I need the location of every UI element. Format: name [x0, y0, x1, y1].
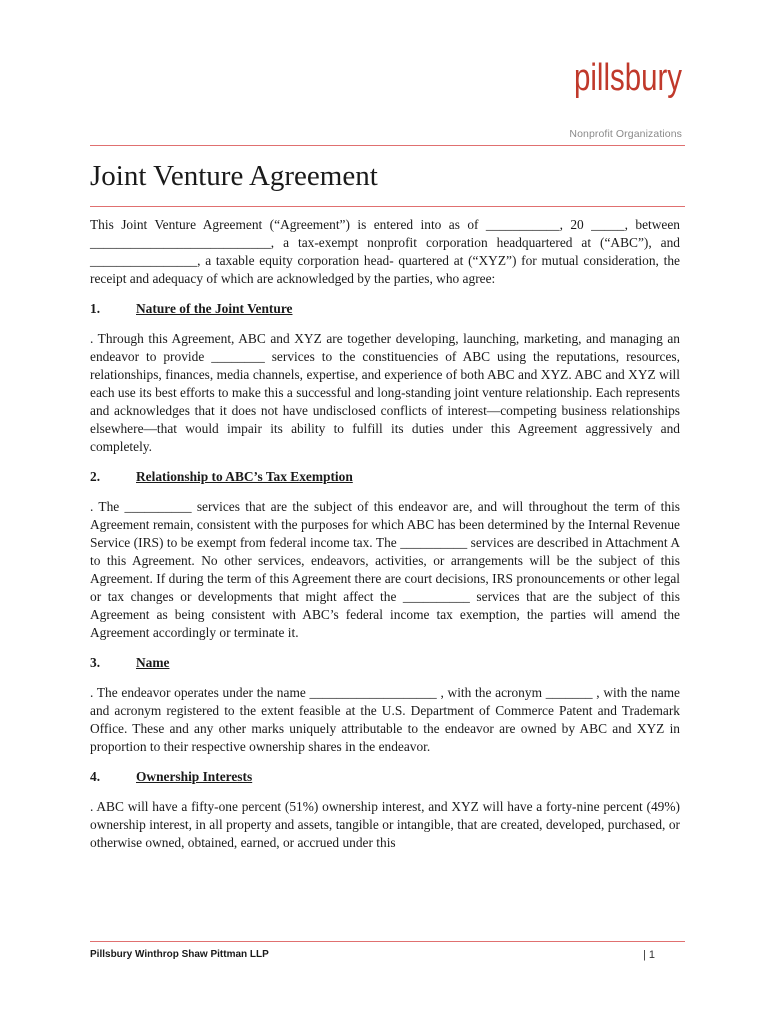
section-body: . The __________ services that are the subject of this endeavor are, and will throughout the term of this Agreement remain, consistent with the purposes for which ABC has been determined by the Internal Revenue Service (IRS) to be exempt from federal income tax. The __________ services are described in Attachment A to this Agreement. No other services, endeavors, activities, or arrangements will be the subject of this Agreement. If during the term of this Agreement there are court decisions, IRS pronouncements or other legal or tax changes or developments that might affect the __________ services that are the subject of this Agreement as being consistent with ABC’s federal income tax exemption, the parties will amend the Agreement accordingly or terminate it. — [90, 499, 680, 640]
section-title: Nature of the Joint Venture — [136, 301, 293, 316]
section-body: . Through this Agreement, ABC and XYZ are together developing, launching, marketing, and managing an endeavor to provide ________ services to the constituencies of ABC using the reputations, resources, relationships, finances, media channels, expertise, and experience of both ABC and XYZ. ABC and XYZ will each use its best efforts to make this a successful and long-standing joint venture relationship. Each represents and acknowledges that it does not have undisclosed conflicts of interest—competing business relationships elsewhere—that would impair its ability to fulfill its duties under this Agreement aggressively and completely. — [90, 331, 680, 454]
section-3 — [90, 654, 680, 756]
intro-paragraph: This Joint Venture Agreement (“Agreement”) is entered into as of ___________, 20 _____, between ___________________________, a tax-exempt nonprofit corporation headquartered at (“ABC”), and ________________, a taxable equity corporation head- quartered at (“XYZ”) for mutual consideration, the receipt and adequacy of which are acknowledged by the parties, who agree: — [90, 217, 680, 286]
section-heading — [90, 300, 680, 318]
logo-graphic — [574, 52, 684, 112]
header-divider — [90, 145, 685, 146]
section-title: Ownership Interests — [136, 769, 253, 784]
logo-wordmark: pillsbury — [574, 57, 682, 99]
section-number: 2. — [90, 469, 101, 484]
section-title: Name — [136, 655, 170, 670]
pillsbury-logo — [574, 52, 684, 112]
section-title: Relationship to ABC’s Tax Exemption — [136, 469, 353, 484]
section-2 — [90, 468, 680, 642]
section-heading — [90, 468, 680, 486]
section-1 — [90, 300, 680, 456]
section-body: . ABC will have a fifty-one percent (51%) ownership interest, and XYZ will have a forty-nine percent (49%) ownership interest, in all property and assets, tangible or intangible, that are created, developed, purchased, or otherwise owned, obtained, earned, or accrued under this — [90, 799, 680, 850]
page-title: Joint Venture Agreement — [90, 160, 378, 192]
footer-divider — [90, 941, 685, 942]
document-body — [90, 216, 680, 864]
section-heading — [90, 768, 680, 786]
section-4 — [90, 768, 680, 852]
header-category-label: Nonprofit Organizations — [569, 128, 682, 140]
section-number: 1. — [90, 301, 101, 316]
section-body: . The endeavor operates under the name ___________________ , with the acronym _______ , with the name and acronym registered to the extent feasible at the U.S. Department of Commerce Patent and Trademark Office. These and any other marks uniquely attributable to the endeavor are owned by ABC and XYZ in proportion to their respective ownership shares in the endeavor. — [90, 685, 680, 754]
section-heading — [90, 654, 680, 672]
page-number: | 1 — [642, 949, 655, 961]
section-number: 3. — [90, 655, 101, 670]
title-divider — [90, 206, 685, 207]
section-number: 4. — [90, 769, 101, 784]
footer-firm-name: Pillsbury Winthrop Shaw Pittman LLP — [90, 949, 269, 960]
